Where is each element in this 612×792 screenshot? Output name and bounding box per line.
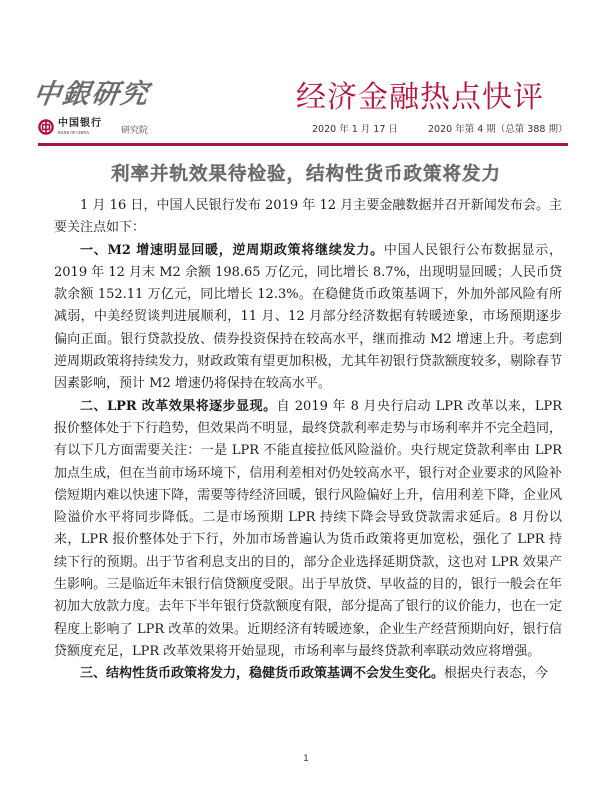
issue-number: 2020 年第 4 期（总第 388 期）: [428, 124, 568, 135]
paragraph-lead: 一、M2 增速明显回暖，逆周期政策将继续发力。: [80, 242, 384, 258]
article-body: [54, 195, 562, 686]
page-number: 1: [303, 754, 309, 764]
report-series-title: 经济金融热点快评: [296, 80, 544, 115]
bank-of-china-emblem-icon: [38, 119, 54, 135]
article-title: 利率并轨效果待检验，结构性货币政策将发力: [110, 164, 501, 185]
institute-label: 研究院: [121, 126, 149, 136]
paragraph-text: 中国人民银行公布数据显示，2019 年 12 月末 M2 余额 198.65 万亿元，同比增长 8.7%，出现明显回暖；人民币贷款余额 152.11 万亿元，同比增长 12.3%。在稳健货币政策基调下，外加外部风险有所减弱，中美经贸谈判进展顺利，11 月、12 月部分经济数据有转暖迹象，市场预期逐步偏向正面。银行贷款投放、债券投资保持在较高水平，继而推动 M2 增速上升。考虑到逆周期政策将持续发力，财政政策有望更加积极，尤其年初银行贷款额度较多，剔除春节因素影响，预计 M2 增速仍将保持在较高水平。: [54, 242, 562, 392]
bank-name-cn: 中国银行: [58, 118, 102, 129]
paragraph-lead: 三、结构性货币政策将发力，稳健货币政策基调不会发生变化。: [80, 666, 445, 682]
brand-calligraphy-logo: 中銀研究: [31, 79, 152, 110]
paragraph-text: 1 月 16 日，中国人民银行发布 2019 年 12 月主要金融数据并召开新闻发布会。主要关注点如下：: [54, 198, 562, 236]
bank-of-china-logo: [38, 119, 102, 135]
paragraph-m2: [54, 240, 562, 396]
paragraph-structural-policy: [54, 663, 562, 685]
bank-name-en: BANK OF CHINA: [58, 130, 90, 135]
paragraph-text: 根据央行表态，今: [444, 666, 549, 682]
paragraph-lead: 二、LPR 改革效果将逐步显现。: [80, 398, 277, 414]
paragraph-text: 自 2019 年 8 月央行启动 LPR 改革以来，LPR 报价整体处于下行趋势，但效果尚不明显，最终贷款利率走势与市场利率并不完全趋同，有以下几方面需要关注：一是 LPR 不能直接拉低风险溢价。央行规定贷款利率由 LPR 加点生成，但在当前市场环境下，信用利差相对仍处较高水平，银行对企业要求的风险补偿短期内难以快速下降，需要等待经济回暖，银行风险偏好上升，信用利差下降，企业风险溢价水平将同步降低。二是市场预期 LPR 持续下降会导致贷款需求延后。8 月份以来，LPR 报价整体处于下行，外加市场普遍认为货币政策将更加宽松，强化了 LPR 持续下行的预期。出于节省利息支出的目的，部分企业选择延期贷款，这也对 LPR 效果产生影响。三是临近年末银行信贷额度受限。出于早放贷、早收益的目的，银行一般会在年初加大放款力度。去年下半年银行贷款额度有限，部分提高了银行的议价能力，也在一定程度上影响了 LPR 改革的效果。近期经济有转暖迹象，企业生产经营预期向好，银行信贷额度充足，LPR 改革效果将开始显现，市场利率与最终贷款利率联动效应将增强。: [54, 398, 562, 659]
header-divider: [38, 143, 568, 146]
paragraph-lpr: [54, 396, 562, 664]
paragraph-intro: [54, 195, 562, 240]
report-date: 2020 年 1 月 17 日: [312, 124, 398, 135]
